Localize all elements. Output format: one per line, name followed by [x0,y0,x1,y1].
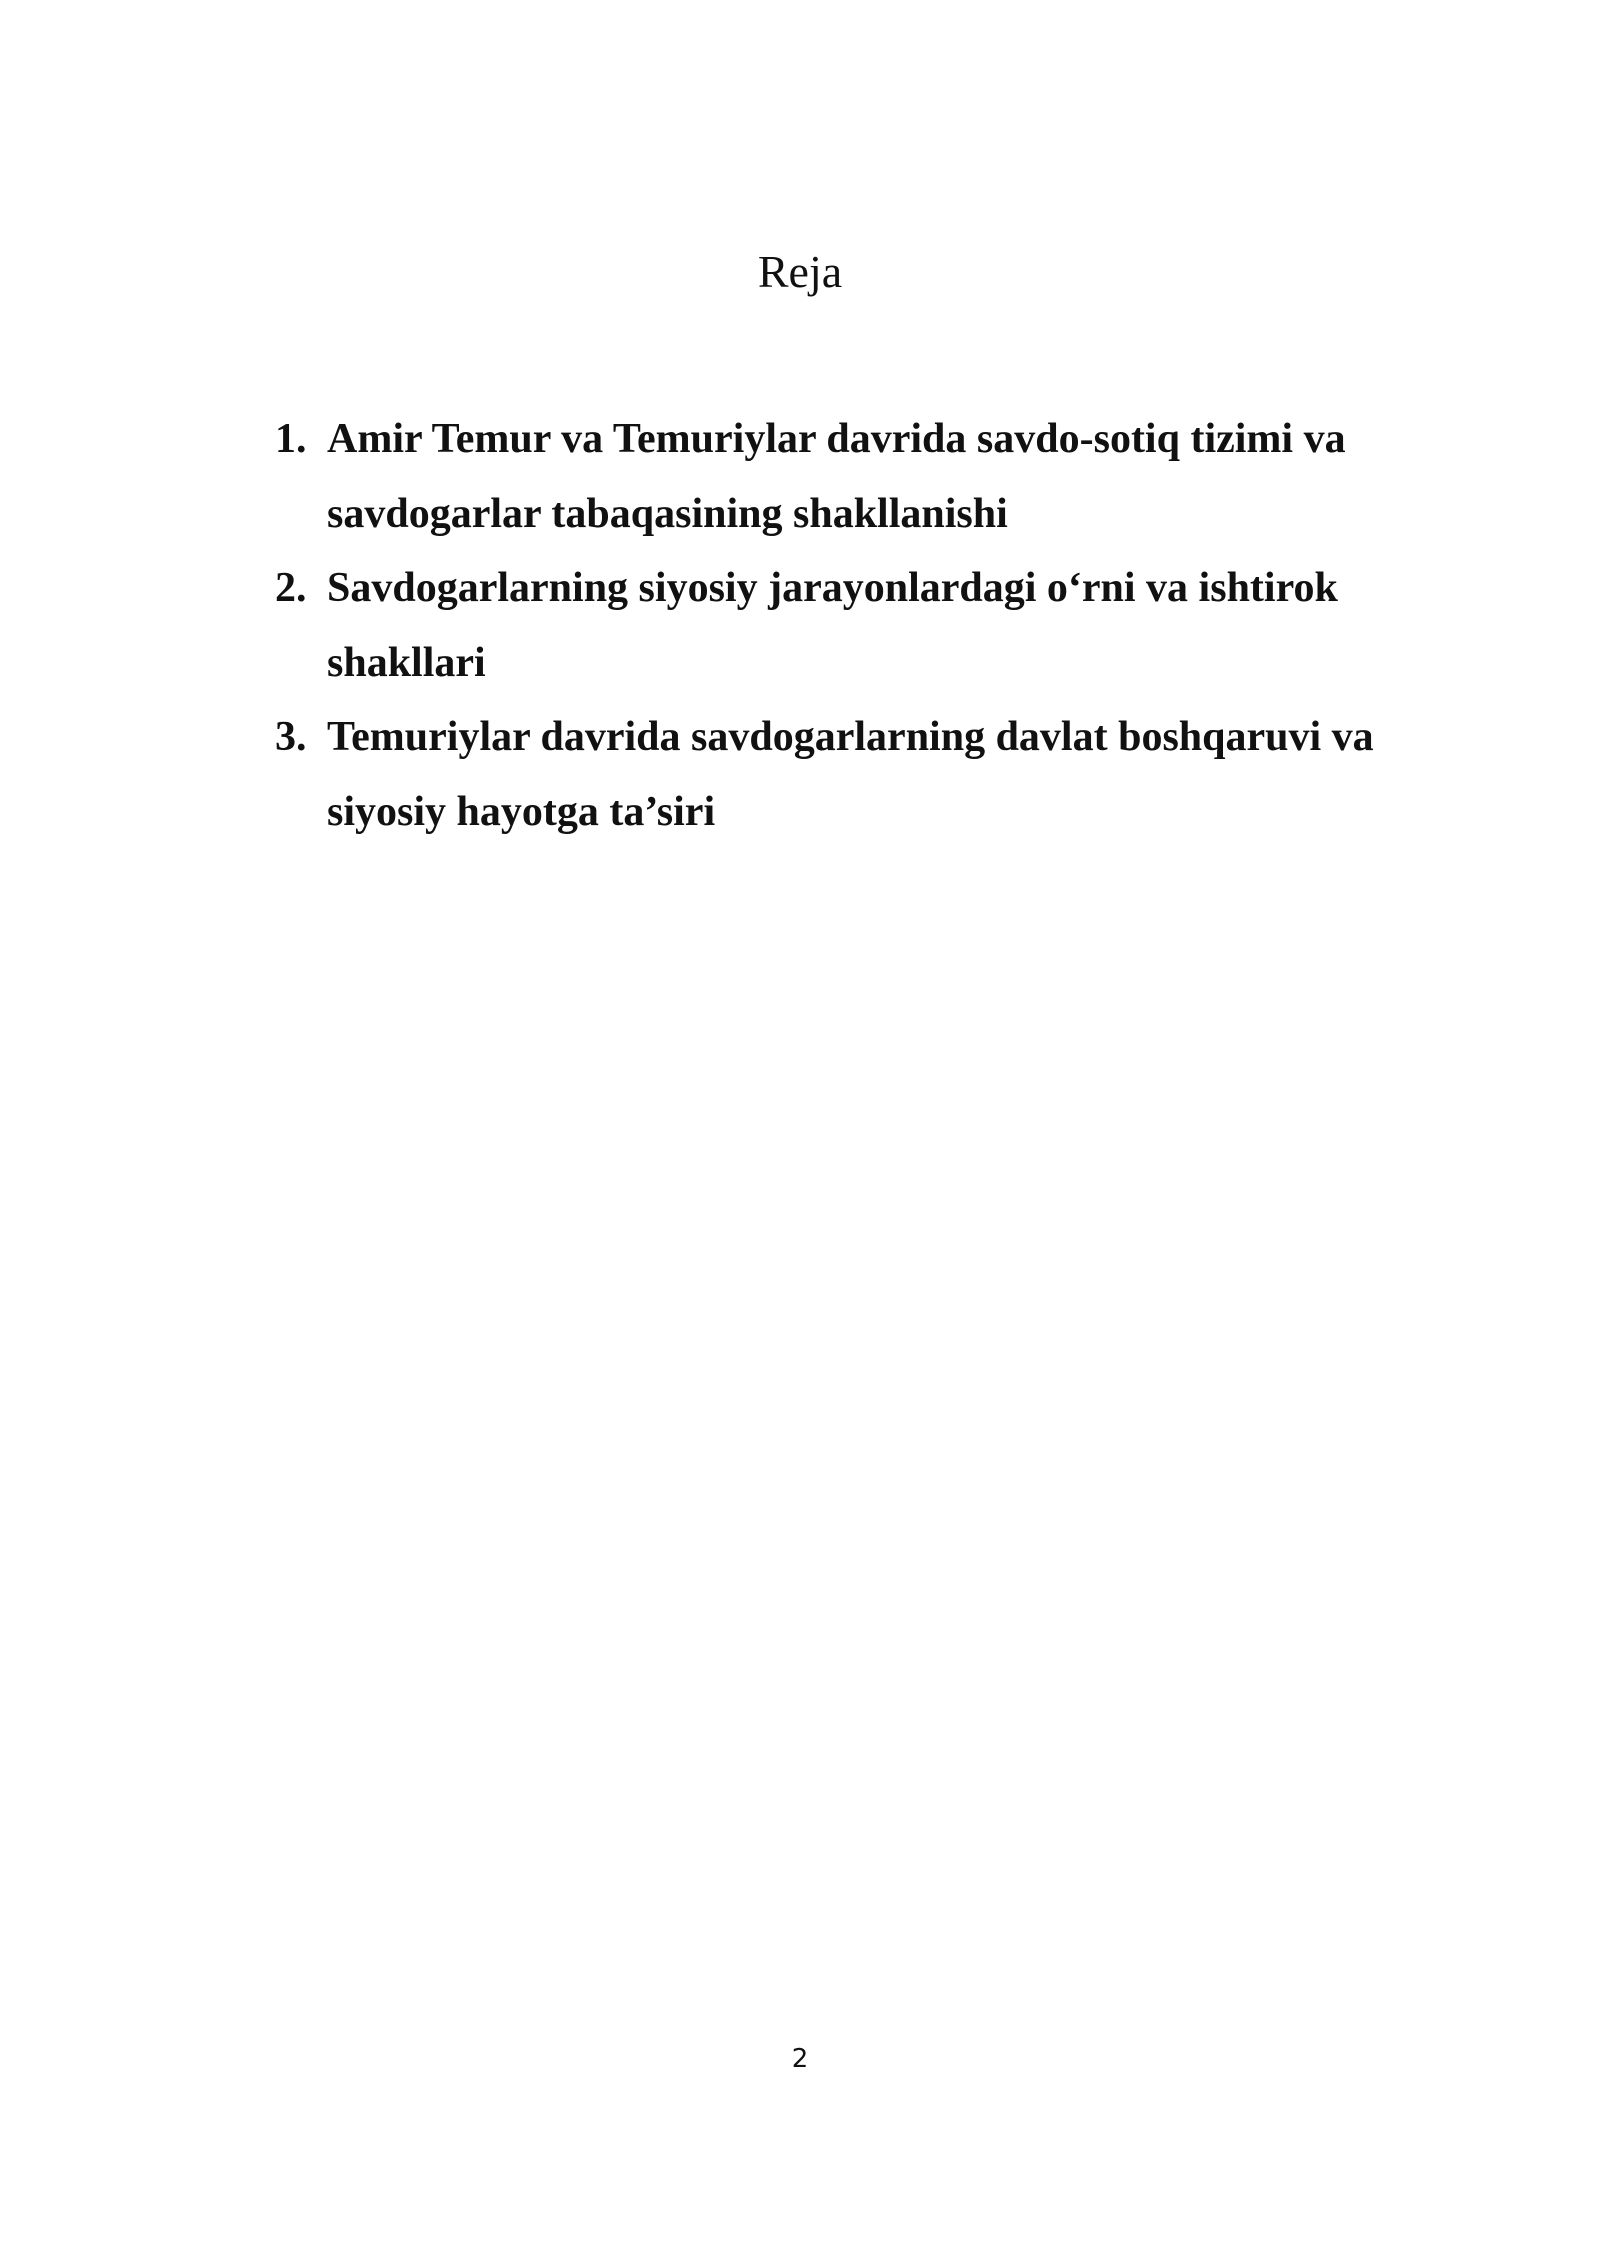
plan-item-text: Amir Temur va Temuriylar davrida savdo-sotiq tizimi va savdogarlar tabaqasining shakllanishi [327,416,1346,537]
plan-item-number: 2. [275,565,307,611]
page-title: Reja [757,246,843,297]
plan-item-number: 1. [275,416,307,462]
plan-list [275,402,1425,849]
plan-item-2 [275,551,1425,700]
plan-item-3 [275,700,1425,849]
plan-item-1 [275,402,1425,551]
plan-item-text: Temuriylar davrida savdogarlarning davlat boshqaruvi va siyosiy hayotga ta’siri [327,714,1374,835]
page-number: 2 [791,2044,809,2074]
plan-item-number: 3. [275,714,307,760]
plan-item-text: Savdogarlarning siyosiy jarayonlardagi o‘rni va ishtirok shakllari [327,565,1338,686]
